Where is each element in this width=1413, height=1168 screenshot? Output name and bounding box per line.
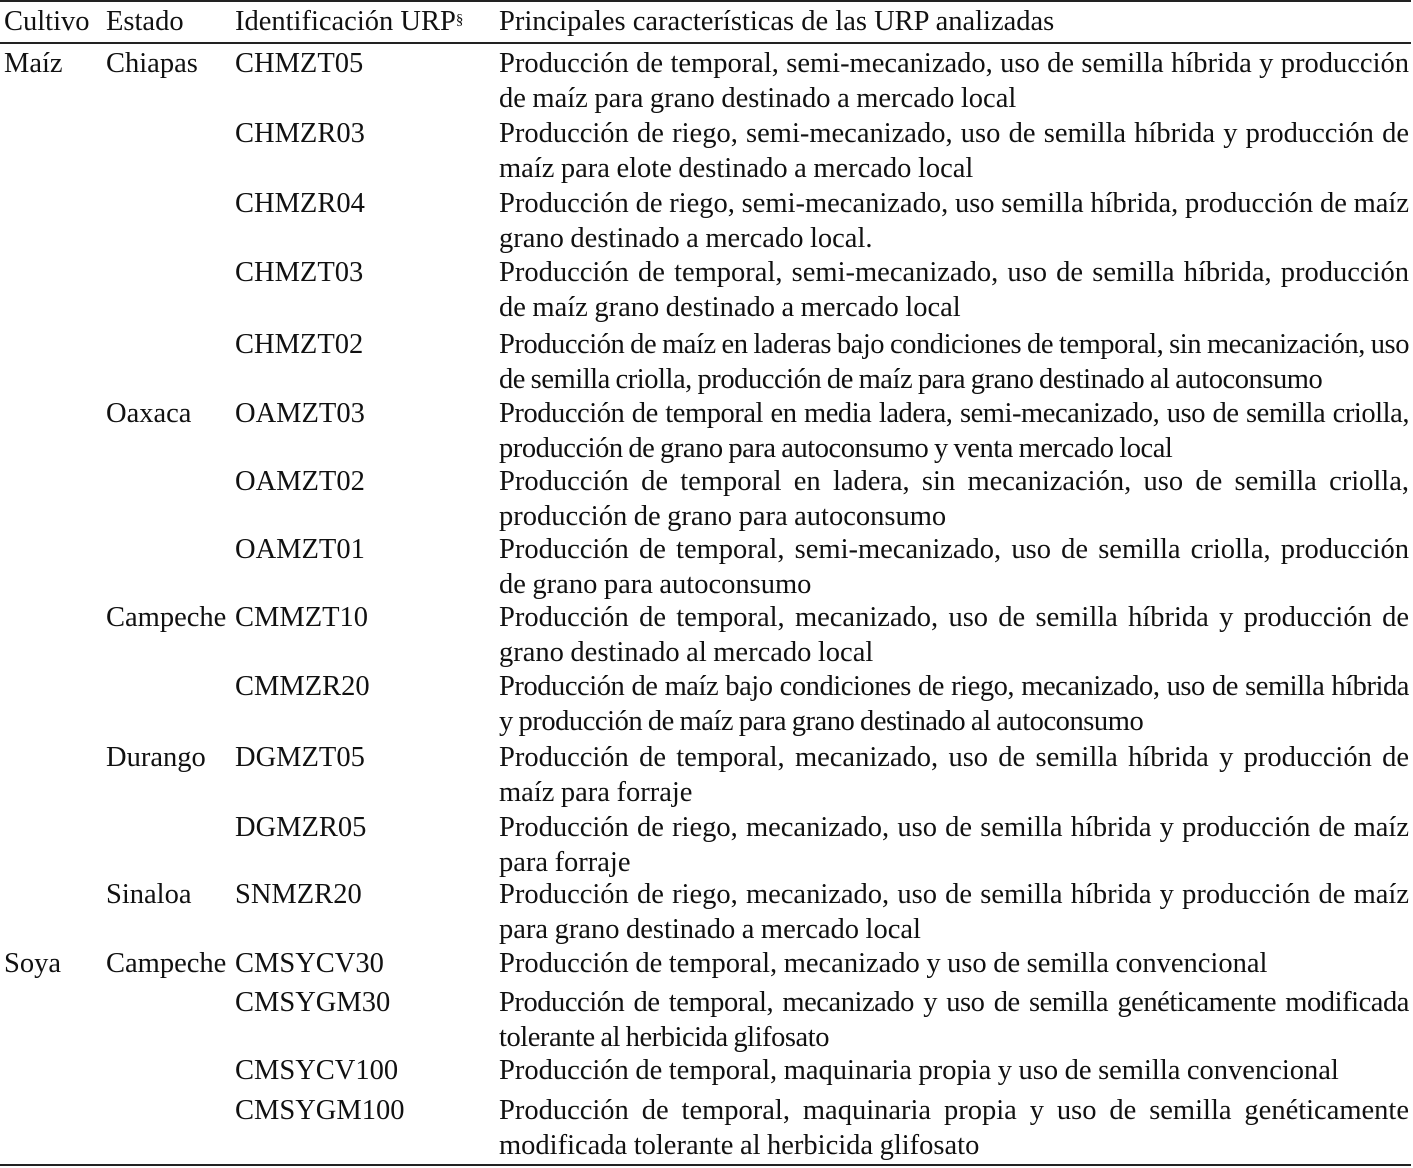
cell-identificacion: CMMZR20: [235, 671, 370, 702]
cell-caracteristicas: Producción de temporal, mecanizado, uso de semilla híbrida y producción de grano destinado al mercado local: [499, 602, 1409, 668]
header-estado: Estado: [106, 6, 184, 37]
cell-caracteristicas: Producción de maíz bajo condiciones de riego, mecanizado, uso de semilla híbrida y producción de maíz para grano destinado al autoconsumo: [499, 671, 1409, 737]
cell-caracteristicas: Producción de riego, semi-mecanizado, uso de semilla híbrida y producción de maíz para elote destinado a mercado local: [499, 118, 1409, 184]
cell-estado: Sinaloa: [106, 879, 192, 910]
cell-caracteristicas: Producción de temporal en media ladera, semi-mecanizado, uso de semilla criolla, producción de grano para autoconsumo y venta mercado local: [499, 398, 1409, 464]
cell-identificacion: SNMZR20: [235, 879, 362, 910]
cell-caracteristicas: Producción de temporal, maquinaria propia y uso de semilla convencional: [499, 1055, 1339, 1086]
cell-caracteristicas: Producción de temporal, maquinaria propia y uso de semilla genéticamente modificada tolerante al herbicida glifosato: [499, 1095, 1409, 1161]
cell-caracteristicas: Producción de temporal, semi-mecanizado, uso de semilla híbrida, producción de maíz grano destinado a mercado local: [499, 257, 1409, 323]
cell-caracteristicas: Producción de maíz en laderas bajo condiciones de temporal, sin mecanización, uso de semilla criolla, producción de maíz para grano destinado al autoconsumo: [499, 329, 1409, 395]
cell-caracteristicas: Producción de temporal, mecanizado y uso de semilla convencional: [499, 948, 1268, 979]
cell-identificacion: CMSYGM100: [235, 1095, 405, 1126]
cell-estado: Chiapas: [106, 48, 198, 79]
cell-caracteristicas: Producción de temporal, semi-mecanizado, uso de semilla criolla, producción de grano para autoconsumo: [499, 534, 1409, 600]
cell-caracteristicas: Producción de riego, semi-mecanizado, uso semilla híbrida, producción de maíz grano destinado a mercado local.: [499, 188, 1409, 254]
header-identificacion-footnote-mark: §: [455, 12, 464, 28]
cell-identificacion: DGMZT05: [235, 742, 365, 773]
cell-caracteristicas: Producción de temporal, mecanizado y uso de semilla genéticamente modificada tolerante al herbicida glifosato: [499, 987, 1409, 1053]
cell-cultivo: Maíz: [4, 48, 63, 79]
cell-caracteristicas: Producción de temporal, mecanizado, uso de semilla híbrida y producción de maíz para forraje: [499, 742, 1409, 808]
cell-identificacion: DGMZR05: [235, 812, 367, 843]
header-identificacion-label: Identificación URP: [235, 6, 456, 37]
header-caracteristicas: Principales características de las URP analizadas: [499, 6, 1055, 37]
cell-identificacion: CHMZR03: [235, 118, 365, 149]
table-top-rule: [0, 0, 1411, 2]
cell-identificacion: CMSYCV30: [235, 948, 384, 979]
header-cultivo: Cultivo: [4, 6, 90, 37]
cell-identificacion: OAMZT01: [235, 534, 365, 565]
table-header-rule: [0, 42, 1411, 44]
cell-identificacion: CHMZT05: [235, 48, 364, 79]
cell-identificacion: CHMZT03: [235, 257, 364, 288]
cell-identificacion: CHMZT02: [235, 329, 364, 360]
cell-identificacion: CMSYGM30: [235, 987, 391, 1018]
cell-estado: Campeche: [106, 602, 227, 633]
cell-caracteristicas: Producción de temporal, semi-mecanizado, uso de semilla híbrida y producción de maíz para grano destinado a mercado local: [499, 48, 1409, 114]
cell-caracteristicas: Producción de riego, mecanizado, uso de semilla híbrida y producción de maíz para grano destinado a mercado local: [499, 879, 1409, 945]
cell-caracteristicas: Producción de riego, mecanizado, uso de semilla híbrida y producción de maíz para forraje: [499, 812, 1409, 878]
cell-identificacion: OAMZT02: [235, 466, 365, 497]
cell-identificacion: CMSYCV100: [235, 1055, 399, 1086]
cell-estado: Campeche: [106, 948, 227, 979]
cell-estado: Durango: [106, 742, 206, 773]
cell-estado: Oaxaca: [106, 398, 192, 429]
cell-caracteristicas: Producción de temporal en ladera, sin mecanización, uso de semilla criolla, producción de grano para autoconsumo: [499, 466, 1409, 532]
cell-cultivo: Soya: [4, 948, 61, 979]
cell-identificacion: CHMZR04: [235, 188, 365, 219]
cell-identificacion: OAMZT03: [235, 398, 365, 429]
table-bottom-rule: [0, 1164, 1411, 1166]
header-identificacion: [235, 4, 463, 44]
cell-identificacion: CMMZT10: [235, 602, 369, 633]
